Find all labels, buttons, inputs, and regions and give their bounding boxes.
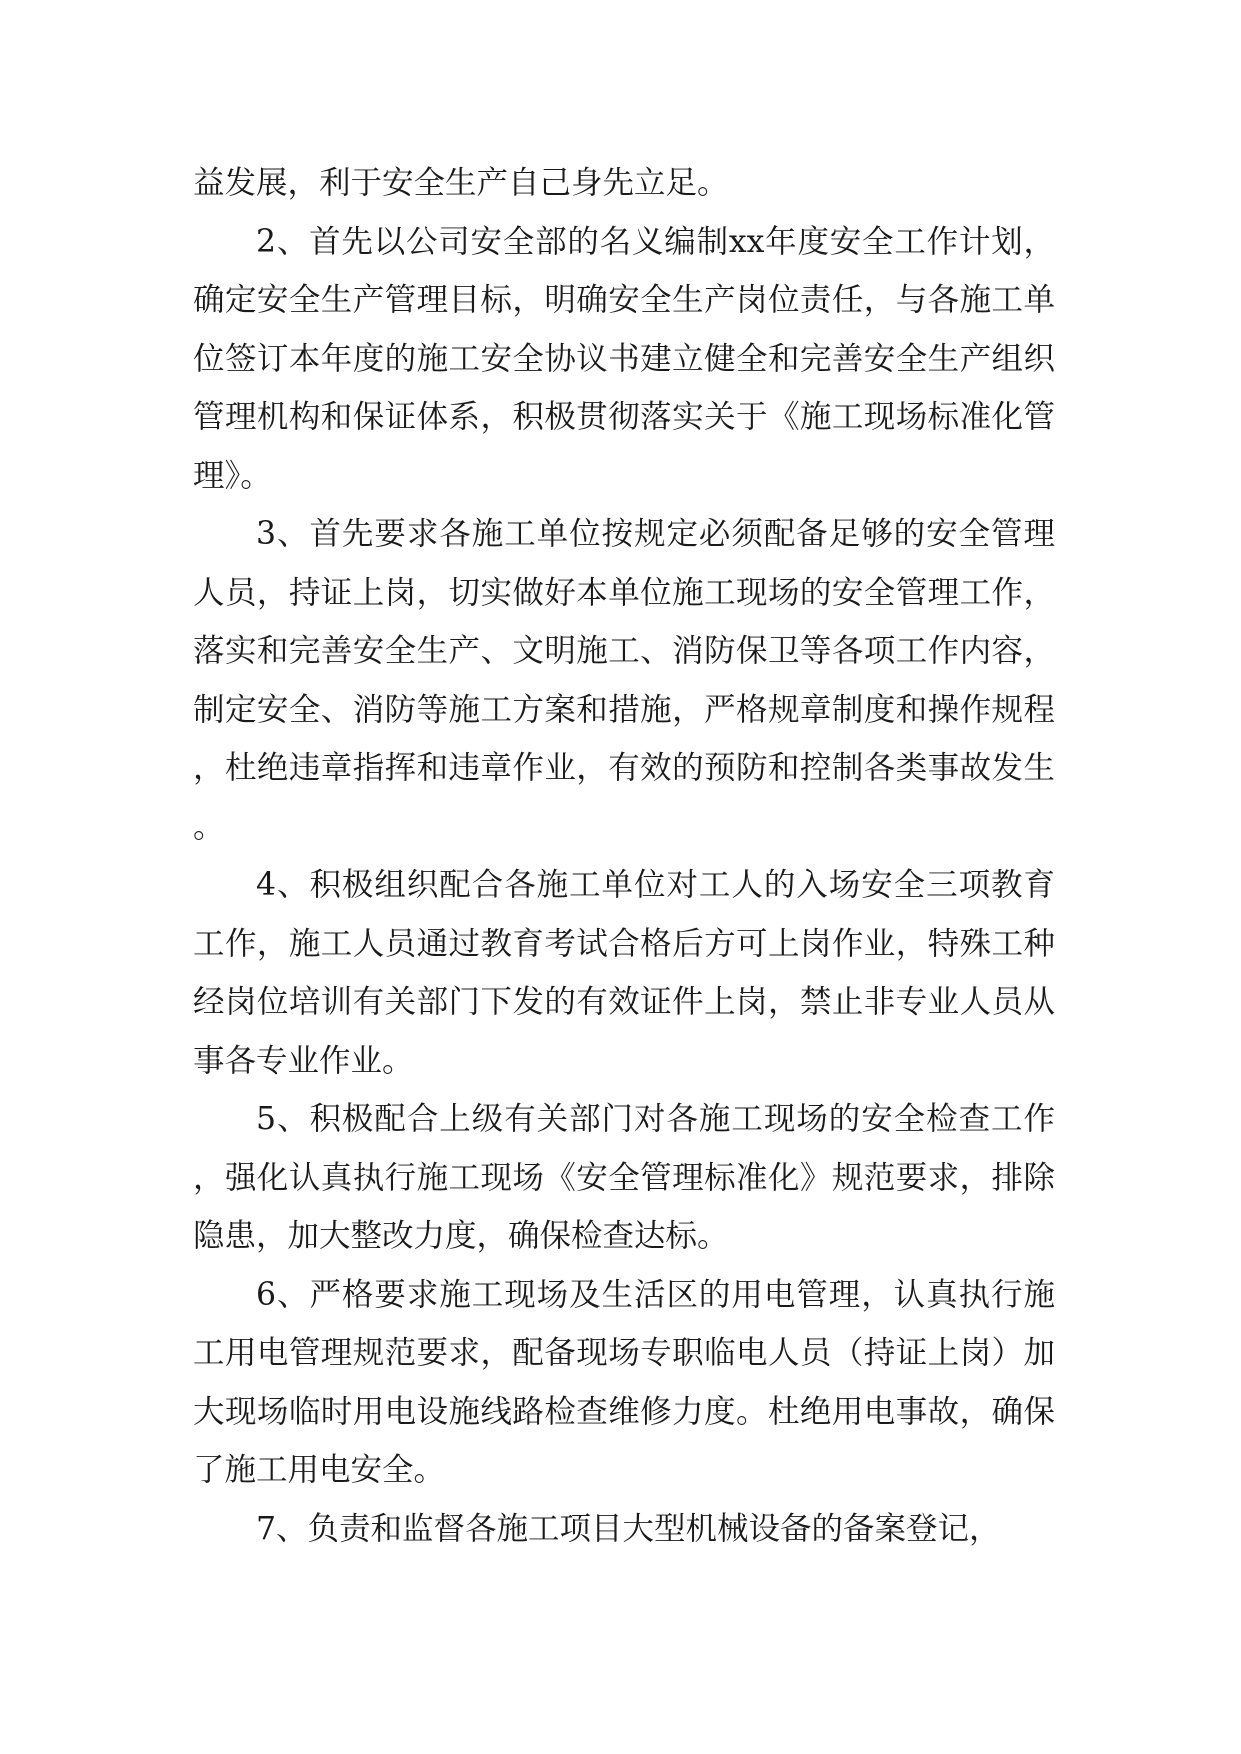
document-body: [193, 154, 1055, 1558]
paragraph-item-2: 2、首先以公司安全部的名义编制xx年度安全工作计划，确定安全生产管理目标，明确安全生产岗位责任，与各施工单位签订本年度的施工安全协议书建立健全和完善安全生产组织管理机构和保证体系，积极贯彻落实关于《施工现场标准化管理》。: [193, 223, 1055, 494]
paragraph-item-7: 7、负责和监督各施工项目大型机械设备的备案登记，: [256, 1510, 1001, 1547]
paragraph-continuation: 益发展，利于安全生产自己身先立足。: [193, 165, 729, 201]
paragraph-item-3: 3、首先要求各施工单位按规定必须配备足够的安全管理人员，持证上岗，切实做好本单位施工现场的安全管理工作，落实和完善安全生产、文明施工、消防保卫等各项工作内容，制定安全、消防等施工方案和措施，严格规章制度和操作规程，杜绝违章指挥和违章作业，有效的预防和控制各类事故发生。: [193, 516, 1055, 845]
paragraph-item-5: 5、积极配合上级有关部门对各施工现场的安全检查工作，强化认真执行施工现场《安全管理标准化》规范要求，排除隐患，加大整改力度，确保检查达标。: [193, 1101, 1055, 1254]
paragraph-item-4: 4、积极组织配合各施工单位对工人的入场安全三项教育工作，施工人员通过教育考试合格后方可上岗作业，特殊工种经岗位培训有关部门下发的有效证件上岗，禁止非专业人员从事各专业作业。: [193, 867, 1055, 1079]
paragraph-item-6: 6、严格要求施工现场及生活区的用电管理，认真执行施工用电管理规范要求，配备现场专职临电人员（持证上岗）加大现场临时用电设施线路检查维修力度。杜绝用电事故，确保了施工用电安全。: [193, 1276, 1055, 1488]
